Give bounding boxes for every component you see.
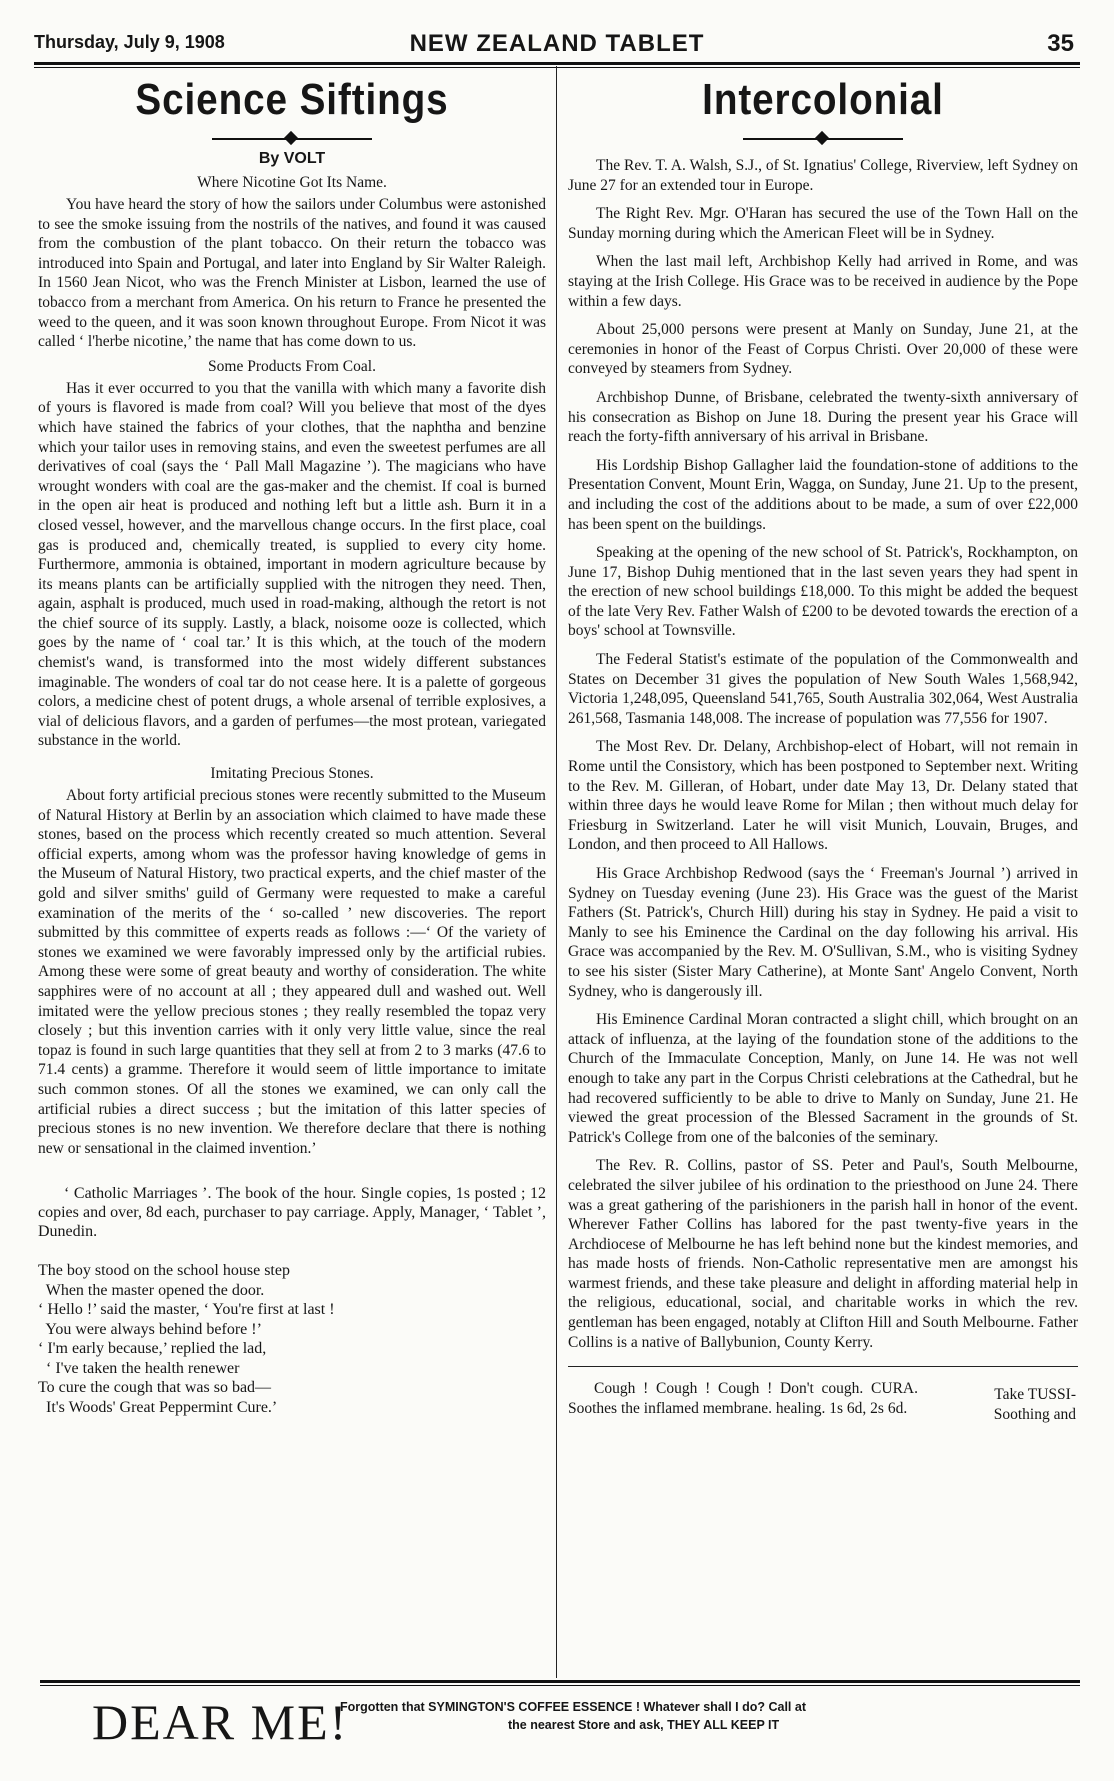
section-title-intercolonial: Intercolonial [702,75,944,124]
page-header [34,30,1080,60]
subhead-coal: Some Products From Coal. [208,357,376,375]
tussicura-ad-side: Take TUSSI- Soothing and [993,1386,1076,1424]
science-siftings-column [38,70,546,1417]
newspaper-name: NEW ZEALAND TABLET [409,30,705,57]
news-item: The Right Rev. Mgr. O'Haran has secured the use of the Town Hall on the Sunday morning during which the American Fleet will be in Sydney. [568,205,1078,242]
banner-copy [340,1698,1060,1734]
news-item: His Lordship Bishop Gallagher laid the foundation-stone of additions to the Presentation Convent, Mount Erin, Wagga, on Sunday, June 21. Up to the present, and including the cost of the additions about to be made, a sum of over £22,000 has been spent on the buildings. [568,456,1078,533]
article-coal: Has it ever occurred to you that the vanilla with which many a favorite dish of yours is flavored is made from coal? Will you believe that most of the dyes which have stained the fabrics of your clothes, that the naphtha and benzine which your tailor uses in removing stains, and even the sweetest perfumes are all derivatives of coal (says the ‘ Pall Mall Magazine ’). The magicians who have wrought wonders with coal are the gas-maker and the chemist. If coal is burned in the open air heat is produced and nothing left but a little ash. Burn it in a closed vessel, however, and the marvellous change occurs. In the first place, coal gas is produced and, chemically treated, is supplied to every city home. Furthermore, ammonia is obtained, important in modern agriculture because by its means plants can be artificially supplied with the nitrogen they need. Then, again, asphalt is produced, much used in road-making, although the retort is not the chief source of its supply. Lastly, a black, noisome ooze is collected, which goes by the name of ‘ coal tar.’ It is this which, at the touch of the modern chemist's wand, is transformed into the most widely different substances imaginable. The wonders of coal tar do not cease here. It is a palette of gorgeous colors, a medicine chest of potent drugs, a whole arsenal of terrible explosives, a vial of delicious flavors, and a garden of perfumes—the most protean, variegated substance in the world. [38,379,546,750]
banner-line-1: Forgotten that SYMINGTON'S COFFEE ESSENCE ! Whatever shall I do? Call at [340,1700,806,1714]
header-rule [34,62,1080,65]
article-nicotine: You have heard the story of how the sailors under Columbus were astonished to see the smoke issuing from the nostrils of the natives, and found it was caused from the combustion of the plant tobacco. On their return the tobacco was introduced into Spain and Portugal, and later into England by Sir Walter Raleigh. In 1560 Jean Nicot, who was the French Minister at Lisbon, learned the use of tobacco from a merchant from America. On his return to France he presented the weed to the queen, and it was soon known throughout Europe. From Nicot it was called ‘ l'herbe nicotine,’ the name that has come down to us. [38,196,546,351]
news-item: The Rev. R. Collins, pastor of SS. Peter and Paul's, South Melbourne, celebrated the silver jubilee of his ordination to the priesthood on June 24. There was a great gathering of the parishioners in the parish hall in honor of the event. Wherever Father Collins has labored for the past twenty-five years in the Archdiocese of Melbourne he has left behind none but the kindest memories, and has made hosts of friends. Non-Catholic representative men are amongst his warmest friends, and these take pleasure and delight in affording material help in the religious, educational, social, and charitable works in which the rev. gentleman has been engaged, notably at Clifton Hill and South Melbourne. Father Collins is a native of Ballybunion, County Kerry. [568,1157,1078,1351]
title-ornament [743,132,903,146]
banner-line-2: the nearest Store and ask, THEY ALL KEEP IT [508,1718,780,1732]
article-precious-stones: About forty artificial precious stones were recently submitted to the Museum of Natural History at Berlin by an association which claimed to have made these stones, based on the process which recently created so much attention. Several official experts, among whom was the professor having knowledge of gems in the Museum of Natural History, two practical experts, and the chief master of the gold and silver smiths' guild of Germany were requested to make a careful examination of the merits of the ‘ so-called ’ new discoveries. The report submitted by this committee of experts reads as follows :—‘ Of the variety of stones we examined we were favorably impressed only by the artificial rubies. Among these were some of great beauty and worthy of consideration. The white sapphires were of no account at all ; they appeared dull and washed out. Well imitated were the yellow precious stones ; they really resembled the topaz very closely ; but this invention carries with it only very little value, since the real topaz is found in such large quantities that they sell at from 2 to 3 marks (47.6 to 71.4 cents) a gramme. Therefore it would seem of little importance to imitate such common stones. Of all the stones we examined, we can only call the artificial rubies a direct success ; but the imitation of this latter species of precious stones is no new invention. We therefore declare that there is nothing new or sensational in the claimed invention.’ [38,787,546,1157]
header-rule-thin [34,67,1080,68]
news-item: The Rev. T. A. Walsh, S.J., of St. Ignatius' College, Riverview, left Sydney on June 27 for an extended tour in Europe. [568,157,1078,194]
byline: By VOLT [258,150,326,167]
poem-line: You were always behind before !’ [38,1320,262,1338]
poem-line: The boy stood on the school house step [38,1262,290,1280]
banner-headline: DEAR ME! [92,1694,349,1750]
issue-date: Thursday, July 9, 1908 [34,32,225,52]
ad-divider [568,1366,1078,1367]
news-item: His Grace Archbishop Redwood (says the ‘ Freeman's Journal ’) arrived in Sydney on Tuesday evening (June 23). His Grace was the guest of the Marist Fathers (St. Patrick's, Church Hill) during his stay in Sydney. He paid a visit to Manly to see his Eminence the Cardinal on the day following his arrival. His Grace was accompanied by the Rev. M. O'Sullivan, S.M., who is visiting Sydney to see his sister (Sister Mary Catherine), at Monte Sant' Angelo Convent, North Sydney, who is dangerously ill. [568,865,1078,1000]
news-item: His Eminence Cardinal Moran contracted a slight chill, which brought on an attack of influenza, at the laying of the foundation stone of the additions to the Church of the Immaculate Conception, Manly, on June 14. He was not well enough to take any part in the Corpus Christi celebrations at the Cathedral, but he had recovered sufficiently to be able to drive to Manly on Sunday, June 21. He viewed the great procession of the Blessed Sacrament in the grounds of St. Patrick's College from one of the balconies of the seminary. [568,1011,1078,1146]
news-item: The Federal Statist's estimate of the population of the Commonwealth and States on December 31 gives the population of New South Wales 1,568,942, Victoria 1,248,095, Queensland 541,765, South Australia 302,064, West Australia 261,568, Tasmania 148,008. The increase of population was 77,556 for 1907. [568,651,1078,727]
poem-line: ‘ I'm early because,’ replied the lad, [38,1340,267,1358]
news-item: When the last mail left, Archbishop Kelly had arrived in Rome, and was staying at the Irish College. His Grace was to be received in audience by the Pope within a few days. [568,253,1078,310]
title-ornament [212,132,372,146]
ad-text: ‘ Catholic Marriages ’. The book of the hour. Single copies, 1s posted ; 12 copies and over, 8d each, purchaser to pay carriage. Apply, Manager, ‘ Tablet ’, Dunedin. [38,1185,546,1241]
column-divider [556,66,557,1678]
news-item: Speaking at the opening of the new school of St. Patrick's, Rockhampton, on June 17, Bishop Duhig mentioned that in the last seven years they had spent in the erection of new school buildings £18,000. To this might be added the bequest of the late Very Rev. Father Walsh of £200 to be devoted towards the erection of a boys' school at Townsville. [568,544,1078,640]
peppermint-cure-poem [38,1261,546,1417]
page-number: 35 [1047,30,1074,57]
subhead-nicotine: Where Nicotine Got Its Name. [197,174,387,191]
poem-line: ‘ I've taken the health renewer [38,1359,240,1377]
banner-rule [40,1680,1080,1683]
poem-line: ‘ Hello !’ said the master, ‘ You're first at last ! [38,1301,335,1319]
poem-line: To cure the cough that was so bad— [38,1379,272,1397]
catholic-marriages-ad [38,1184,546,1241]
subhead-precious-stones: Imitating Precious Stones. [210,765,374,783]
news-item: Archbishop Dunne, of Brisbane, celebrated the twenty-sixth anniversary of his consecration as Bishop on June 18. During the present year his Grace will reach the forty-fifth anniversary of his arrival in Brisbane. [568,388,1078,446]
intercolonial-column [568,70,1078,1449]
tussicura-ad [568,1379,1078,1449]
section-title-science-siftings: Science Siftings [135,75,449,124]
poem-line: It's Woods' Great Peppermint Cure.’ [38,1398,278,1416]
poem-line: When the master opened the door. [38,1281,265,1299]
banner-rule-thin [40,1685,1080,1686]
news-item: The Most Rev. Dr. Delany, Archbishop-elect of Hobart, will not remain in Rome until the Consistory, which has been postponed to September next. Writing to the Rev. M. Gilleran, of Hobart, under date May 13, Dr. Delany stated that within three days he would leave Rome for Milan ; then without much delay for Friesburg in Switzerland. Later he will visit Munich, Louvain, Bruges, and London, and then proceed to All Hallows. [568,738,1078,854]
symingtons-banner-ad [40,1690,1080,1760]
news-item: About 25,000 persons were present at Manly on Sunday, June 21, at the ceremonies in honor of the Feast of Corpus Christi. Over 20,000 of these were conveyed by steamers from Sydney. [568,321,1078,378]
tussicura-ad-text: Cough ! Cough ! Cough ! Don't cough. CURA. Soothes the inflamed membrane. healing. 1s 6d, 2s 6d. [568,1380,918,1418]
